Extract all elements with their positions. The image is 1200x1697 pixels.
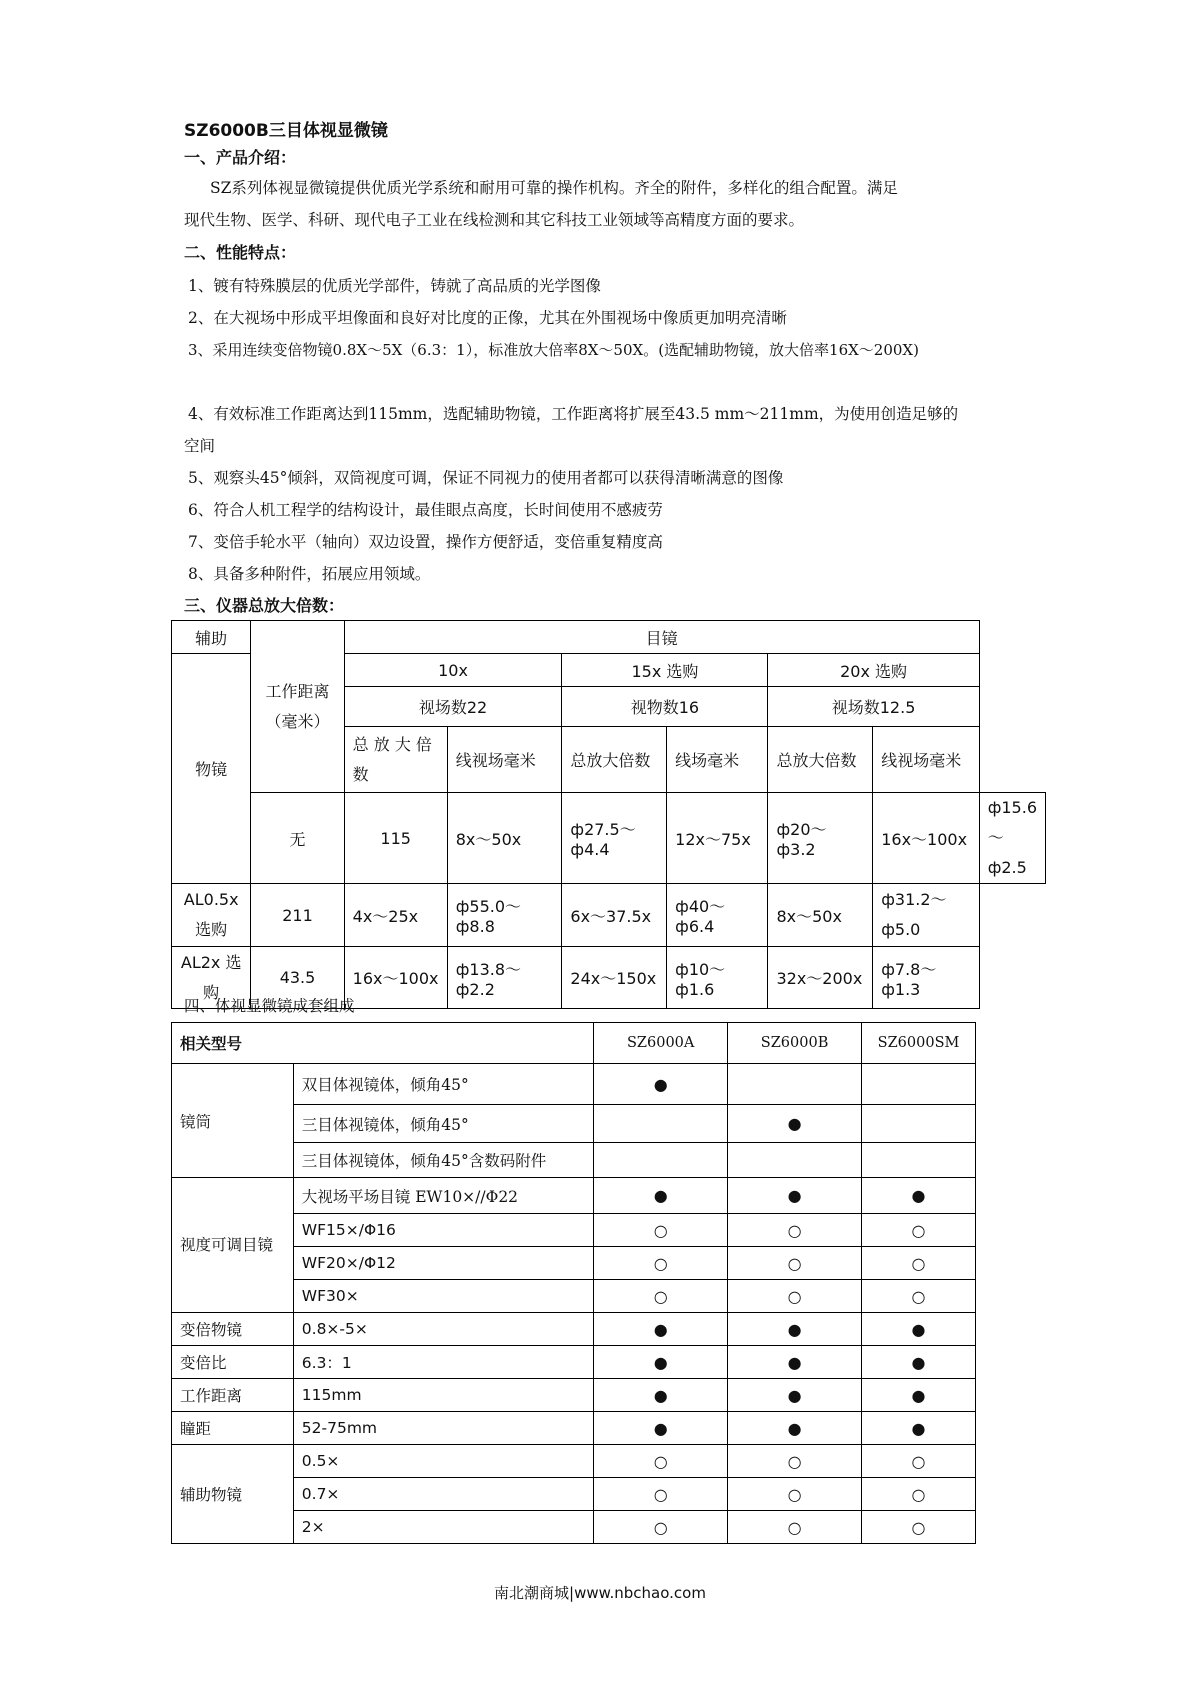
mark-opt: ○ — [862, 1280, 976, 1313]
mark-opt: ○ — [594, 1445, 728, 1478]
header-eyepiece-20x: 20x 选购 — [768, 654, 979, 687]
mark-std: ● — [862, 1313, 976, 1346]
section-4-heading: 四、体视显微镜成套组成 — [184, 997, 355, 1015]
mark-opt: ○ — [728, 1214, 862, 1247]
row-al05-mag-10x: 4x～25x — [344, 884, 447, 947]
intro-paragraph-line-1: SZ系列体视显微镜提供优质光学系统和耐用可靠的操作机构。齐全的附件，多样化的组合配置。满足 — [210, 179, 898, 197]
mark-std: ● — [728, 1105, 862, 1143]
item-aux-05: 0.5× — [293, 1445, 593, 1478]
section-2-heading: 二、性能特点： — [184, 243, 297, 262]
group-working-distance: 工作距离 — [172, 1379, 294, 1412]
item-zoom: 0.8×-5× — [293, 1313, 593, 1346]
group-tube: 镜筒 — [172, 1064, 294, 1178]
row-al2-mag-10x: 16x～100x — [344, 947, 447, 1009]
group-eyepiece: 视度可调目镜 — [172, 1178, 294, 1313]
mark-std: ● — [728, 1313, 862, 1346]
mark-opt: ○ — [728, 1478, 862, 1511]
header-total-mag-15x: 总放大倍数 — [562, 727, 667, 793]
mark-std: ● — [594, 1064, 728, 1105]
config-header-model: 相关型号 — [172, 1023, 594, 1064]
mark-opt: ○ — [862, 1247, 976, 1280]
mark-opt: ○ — [594, 1247, 728, 1280]
row-al05-wd: 211 — [251, 884, 344, 947]
row-none-fov-10x: ф27.5～ф4.4 — [562, 793, 667, 884]
mark-opt: ○ — [594, 1280, 728, 1313]
config-header-sz6000sm: SZ6000SM — [862, 1023, 976, 1064]
mark-opt: ○ — [594, 1478, 728, 1511]
item-eyepiece-wf15: WF15×/Φ16 — [293, 1214, 593, 1247]
mark-std: ● — [594, 1313, 728, 1346]
mark-std: ● — [594, 1412, 728, 1445]
row-none-fov-15x: ф20～ф3.2 — [768, 793, 873, 884]
section-3-heading: 三、仪器总放大倍数： — [184, 596, 345, 615]
config-header-sz6000b: SZ6000B — [728, 1023, 862, 1064]
group-pupil-distance: 瞳距 — [172, 1412, 294, 1445]
mark-std: ● — [862, 1346, 976, 1379]
item-aux-2: 2× — [293, 1511, 593, 1544]
row-none-mag-20x: 16x～100x — [873, 793, 979, 884]
row-al2-mag-15x: 24x～150x — [562, 947, 667, 1009]
item-aux-07: 0.7× — [293, 1478, 593, 1511]
header-line-fov-20x: 线视场毫米 — [873, 727, 979, 793]
mark-std: ● — [728, 1379, 862, 1412]
intro-paragraph-line-2: 现代生物、医学、科研、现代电子工业在线检测和其它科技工业领域等高精度方面的要求。 — [184, 211, 805, 229]
group-ratio: 变倍比 — [172, 1346, 294, 1379]
mark-std: ● — [862, 1178, 976, 1214]
mark-opt: ○ — [728, 1511, 862, 1544]
mark-opt: ○ — [862, 1445, 976, 1478]
group-zoom: 变倍物镜 — [172, 1313, 294, 1346]
mark-opt: ○ — [862, 1511, 976, 1544]
mark-opt: ○ — [728, 1247, 862, 1280]
header-objective: 物镜 — [172, 654, 251, 884]
row-none-wd: 115 — [344, 793, 447, 884]
item-tube-trinocular: 三目体视镜体，倾角45° — [293, 1105, 593, 1143]
item-eyepiece-wf30: WF30× — [293, 1280, 593, 1313]
header-fov-20x: 视场数12.5 — [768, 687, 979, 727]
row-none-objective: 无 — [251, 793, 344, 884]
item-pupil-distance: 52-75mm — [293, 1412, 593, 1445]
section-1-heading: 一、产品介绍： — [184, 148, 297, 167]
row-al05-fov-20x: ф31.2～ф5.0 — [873, 884, 979, 947]
row-al2-mag-20x: 32x～200x — [768, 947, 873, 1009]
mark-std: ● — [728, 1412, 862, 1445]
item-eyepiece-wf20: WF20×/Φ12 — [293, 1247, 593, 1280]
feature-6: 6、符合人机工程学的结构设计，最佳眼点高度，长时间使用不感疲劳 — [188, 501, 663, 519]
feature-2: 2、在大视场中形成平坦像面和良好对比度的正像，尤其在外围视场中像质更加明亮清晰 — [188, 309, 787, 327]
configuration-table — [171, 1022, 976, 1544]
mark-std: ● — [862, 1412, 976, 1445]
magnification-table — [171, 620, 1046, 1009]
mark-std: ● — [594, 1346, 728, 1379]
header-eyepiece: 目镜 — [344, 621, 979, 654]
item-tube-trinocular-digital: 三目体视镜体，倾角45°含数码附件 — [293, 1143, 593, 1178]
item-working-distance: 115mm — [293, 1379, 593, 1412]
row-none-fov-20x: ф15.6～ф2.5 — [979, 793, 1045, 884]
header-line-fov-10x: 线视场毫米 — [447, 727, 562, 793]
item-tube-binocular: 双目体视镜体，倾角45° — [293, 1064, 593, 1105]
page-footer: 南北潮商城|www.nbchao.com — [494, 1584, 706, 1602]
row-al2-fov-20x: ф7.8～ф1.3 — [873, 947, 979, 1009]
mark-opt: ○ — [862, 1478, 976, 1511]
row-al2-fov-10x: ф13.8～ф2.2 — [447, 947, 562, 1009]
header-eyepiece-15x: 15x 选购 — [562, 654, 768, 687]
header-line-fov-15x: 线场毫米 — [667, 727, 768, 793]
mark-std: ● — [594, 1379, 728, 1412]
row-al05-objective: AL0.5x 选购 — [172, 884, 251, 947]
feature-4: 4、有效标准工作距离达到115mm，选配辅助物镜，工作距离将扩展至43.5 mm～211mm，为使用创造足够的 — [188, 405, 959, 423]
row-al2-objective: AL2x 选购 — [172, 947, 251, 1009]
doc-title: SZ6000B三目体视显微镜 — [184, 121, 388, 141]
row-none-mag-15x: 12x～75x — [667, 793, 768, 884]
row-al2-wd: 43.5 — [251, 947, 344, 1009]
header-eyepiece-10x: 10x — [344, 654, 562, 687]
config-header-sz6000a: SZ6000A — [594, 1023, 728, 1064]
row-none-mag-10x: 8x～50x — [447, 793, 562, 884]
row-al05-mag-20x: 8x～50x — [768, 884, 873, 947]
row-al05-fov-10x: ф55.0～ф8.8 — [447, 884, 562, 947]
mark-std: ● — [862, 1379, 976, 1412]
row-al05-mag-15x: 6x～37.5x — [562, 884, 667, 947]
feature-5: 5、观察头45°倾斜，双筒视度可调，保证不同视力的使用者都可以获得清晰满意的图像 — [188, 469, 784, 487]
header-fov-15x: 视物数16 — [562, 687, 768, 727]
mark-opt: ○ — [594, 1511, 728, 1544]
mark-std: ● — [728, 1178, 862, 1214]
feature-4-continued: 空间 — [184, 437, 216, 455]
mark-opt: ○ — [862, 1214, 976, 1247]
row-al2-fov-15x: ф10～ф1.6 — [667, 947, 768, 1009]
mark-opt: ○ — [594, 1214, 728, 1247]
mark-std: ● — [594, 1178, 728, 1214]
group-aux-objective: 辅助物镜 — [172, 1445, 294, 1544]
header-fov-10x: 视场数22 — [344, 687, 562, 727]
feature-7: 7、变倍手轮水平（轴向）双边设置，操作方便舒适，变倍重复精度高 — [188, 533, 663, 551]
feature-1: 1、镀有特殊膜层的优质光学部件，铸就了高品质的光学图像 — [188, 277, 601, 295]
mark-opt: ○ — [728, 1445, 862, 1478]
header-total-mag-10x: 总 放 大 倍 数 — [344, 727, 447, 793]
item-ratio: 6.3：1 — [293, 1346, 593, 1379]
feature-3: 3、采用连续变倍物镜0.8X～5X（6.3：1），标准放大倍率8X～50X。(选配辅助物镜，放大倍率16X～200X) — [188, 341, 919, 359]
mark-std: ● — [728, 1346, 862, 1379]
mark-opt: ○ — [728, 1280, 862, 1313]
row-al05-fov-15x: ф40～ф6.4 — [667, 884, 768, 947]
item-eyepiece-ew10: 大视场平场目镜 EW10×//Φ22 — [293, 1178, 593, 1214]
header-working-distance: 工作距离（毫米） — [251, 621, 344, 793]
feature-8: 8、具备多种附件，拓展应用领域。 — [188, 565, 431, 583]
header-aux: 辅助 — [172, 621, 251, 654]
header-total-mag-20x: 总放大倍数 — [768, 727, 873, 793]
